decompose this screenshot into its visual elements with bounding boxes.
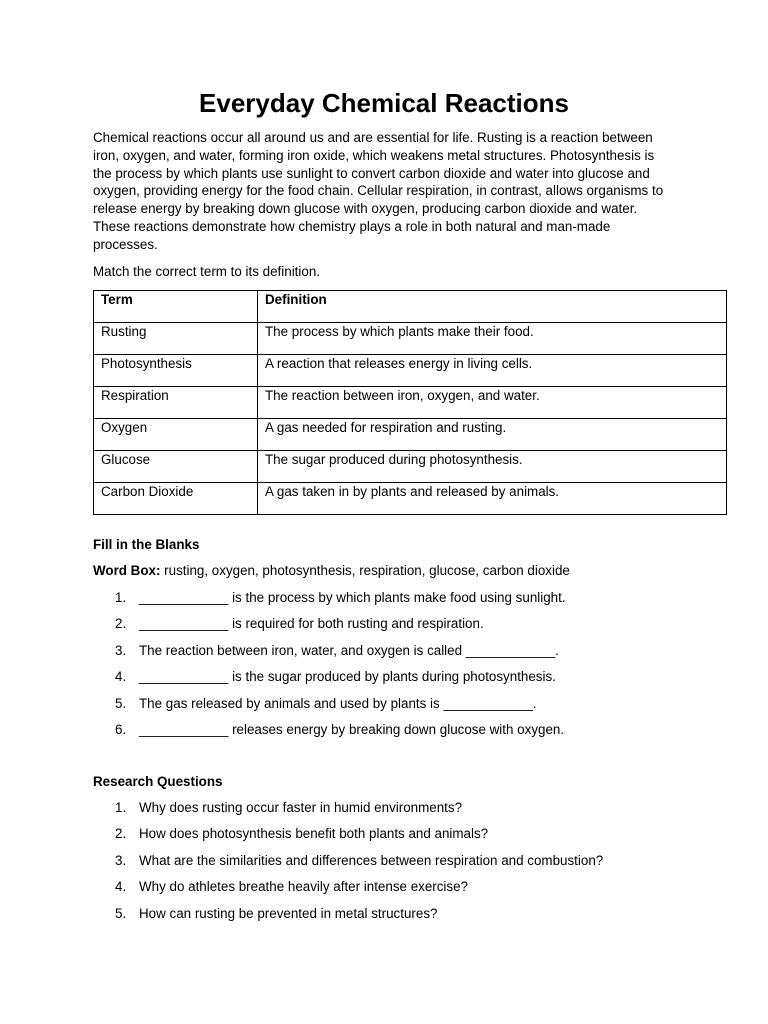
page-title: Everyday Chemical Reactions: [199, 88, 569, 118]
word-box: [93, 562, 570, 579]
item-number: 2.: [115, 826, 127, 842]
table-row: [94, 387, 727, 419]
table-row: [94, 355, 727, 387]
item-text: The reaction between iron, water, and oxygen is called ____________.: [139, 642, 559, 658]
item-number: 1.: [115, 590, 127, 605]
item-text: ____________ is required for both rusting and respiration.: [139, 616, 484, 632]
definition-cell: The process by which plants make their food.: [258, 323, 727, 355]
term-cell: Rusting: [94, 323, 258, 355]
item-number: 3.: [115, 642, 127, 658]
term-cell: Carbon Dioxide: [94, 483, 258, 515]
word-box-label: Word Box:: [93, 563, 161, 578]
list-item: [93, 852, 603, 878]
matching-table: [93, 290, 727, 515]
item-text: ____________ is the process by which plants make food using sunlight.: [139, 590, 566, 605]
term-cell: Photosynthesis: [94, 355, 258, 387]
definition-cell: A gas taken in by plants and released by animals.: [258, 483, 727, 515]
research-list: [93, 799, 603, 931]
list-item: [93, 695, 566, 721]
list-item: [93, 905, 603, 931]
table-header-row: [94, 291, 727, 323]
list-item: [93, 642, 566, 668]
item-number: 3.: [115, 852, 127, 868]
table-row: [94, 323, 727, 355]
list-item: [93, 799, 603, 825]
list-item: [93, 668, 566, 694]
definition-column-header: Definition: [258, 291, 727, 323]
item-text: ____________ is the sugar produced by plants during photosynthesis.: [139, 669, 556, 685]
term-cell: Oxygen: [94, 419, 258, 451]
item-number: 4.: [115, 669, 127, 685]
table-row: [94, 419, 727, 451]
item-number: 5.: [115, 695, 127, 711]
matching-instruction: Match the correct term to its definition.: [93, 264, 320, 279]
item-number: 1.: [115, 800, 127, 815]
term-cell: Respiration: [94, 387, 258, 419]
item-text: What are the similarities and differences between respiration and combustion?: [139, 852, 604, 868]
item-text: How can rusting be prevented in metal structures?: [139, 905, 438, 921]
item-text: Why do athletes breathe heavily after intense exercise?: [139, 879, 468, 895]
fill-blanks-heading: Fill in the Blanks: [93, 537, 200, 552]
word-box-words: rusting, oxygen, photosynthesis, respiration, glucose, carbon dioxide: [160, 563, 570, 578]
fill-blanks-list: [93, 589, 566, 747]
item-text: The gas released by animals and used by plants is ____________.: [139, 695, 537, 711]
definition-cell: A reaction that releases energy in living cells.: [258, 355, 727, 387]
term-column-header: Term: [94, 291, 258, 323]
definition-cell: The sugar produced during photosynthesis.: [258, 451, 727, 483]
definition-cell: A gas needed for respiration and rusting.: [258, 419, 727, 451]
item-number: 4.: [115, 879, 127, 895]
list-item: [93, 878, 603, 904]
item-number: 6.: [115, 721, 127, 737]
list-item: [93, 615, 566, 641]
definition-cell: The reaction between iron, oxygen, and water.: [258, 387, 727, 419]
list-item: [93, 589, 566, 615]
table-row: [94, 451, 727, 483]
item-text: How does photosynthesis benefit both plants and animals?: [139, 826, 489, 842]
item-number: 2.: [115, 616, 127, 632]
list-item: [93, 825, 603, 851]
list-item: [93, 721, 566, 747]
item-number: 5.: [115, 905, 127, 921]
table-row: [94, 483, 727, 515]
item-text: ____________ releases energy by breaking down glucose with oxygen.: [139, 721, 565, 737]
term-cell: Glucose: [94, 451, 258, 483]
intro-paragraph: Chemical reactions occur all around us and are essential for life. Rusting is a reaction between iron, oxygen, and water, forming iron oxide, which weakens metal structures. Photosynthesis is the process by which plants use sunlight to convert carbon dioxide and water into glucose and oxygen, providing energy for the food chain. Cellular respiration, in contrast, allows organisms to release energy by breaking down glucose with oxygen, producing carbon dioxide and water. These reactions demonstrate how chemistry plays a role in both natural and man-made processes.: [93, 130, 664, 252]
item-text: Why does rusting occur faster in humid environments?: [139, 800, 463, 815]
research-heading: Research Questions: [93, 774, 223, 789]
